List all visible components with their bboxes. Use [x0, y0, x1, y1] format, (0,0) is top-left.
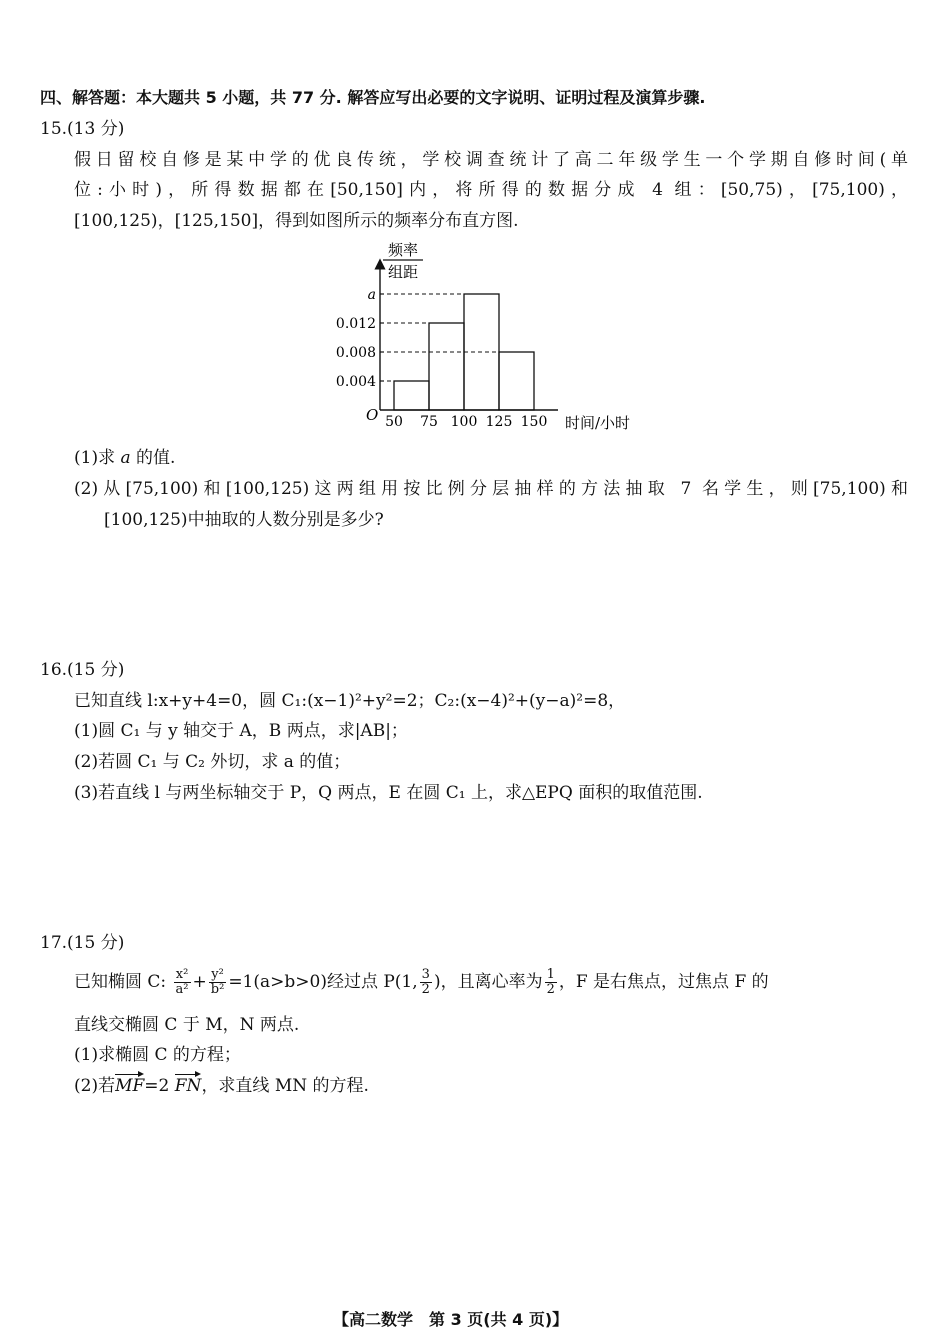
fraction-denominator: 2 — [546, 982, 555, 997]
q17-given-a: 已知椭圆 C: — [74, 972, 167, 992]
y-axis-label-denominator: 组距 — [387, 263, 419, 281]
plus-sign: + — [192, 972, 207, 992]
fraction-numerator: 3 — [421, 967, 430, 982]
q17-part2-prefix: (2)若 — [74, 1076, 116, 1096]
q15-number: 15.(13 分) — [40, 119, 125, 139]
q17-given — [74, 962, 769, 1002]
fraction-denominator: 2 — [421, 982, 430, 997]
q17-given-d: ，F 是右焦点，过焦点 F 的 — [558, 972, 769, 992]
y-tick-label: 0.004 — [335, 374, 376, 390]
q17-given-line2: 直线交椭圆 C 于 M，N 两点. — [74, 1015, 300, 1035]
x-tick-label: 125 — [485, 414, 513, 430]
q17-part2-mid: =2 — [144, 1076, 170, 1096]
fraction-denominator: b² — [210, 982, 225, 997]
q15-intro-line3: [100,125)，[125,150]，得到如图所示的频率分布直方图. — [74, 211, 519, 231]
vector-mf: MF — [115, 1076, 145, 1096]
x-over-a-fraction — [174, 968, 191, 997]
q15-intro-line1: 假日留校自修是某中学的优良传统，学校调查统计了高二年级学生一个学期自修时间(单 — [74, 150, 908, 170]
vector-fn: FN — [174, 1076, 202, 1096]
y-axis-label — [383, 241, 423, 281]
histogram-bar — [394, 381, 429, 410]
histogram-bar — [429, 323, 464, 410]
x-tick-label: 50 — [385, 414, 403, 430]
y-tick-label: 0.012 — [335, 316, 376, 332]
frequency-histogram — [320, 238, 660, 438]
page-footer: 【高二数学 第 3 页(共 4 页)】 — [333, 1310, 569, 1329]
q17-part2 — [74, 1074, 369, 1098]
q17-given-b: =1(a>b>0)经过点 P(1, — [228, 972, 418, 992]
q15-part1-prefix: (1)求 — [74, 448, 116, 468]
q15-part2-line2: [100,125)中抽取的人数分别是多少? — [104, 510, 384, 530]
q16-given: 已知直线 l:x+y+4=0，圆 C₁:(x−1)²+y²=2；C₂:(x−4)²+(y−a)²=8， — [74, 691, 626, 711]
q16-part2: (2)若圆 C₁ 与 C₂ 外切，求 a 的值； — [74, 752, 351, 772]
y-over-b-fraction — [209, 968, 227, 997]
origin-label: O — [366, 406, 379, 424]
fraction-numerator: y² — [209, 968, 227, 983]
x-tick-label: 100 — [450, 414, 478, 430]
one-half-fraction — [545, 968, 557, 997]
x-tick-label: 150 — [520, 414, 548, 430]
q16-part1: (1)圆 C₁ 与 y 轴交于 A，B 两点，求|AB|； — [74, 721, 408, 741]
y-tick-label: 0.008 — [335, 345, 376, 361]
q17-part2-suffix: ，求直线 MN 的方程. — [201, 1076, 369, 1096]
q15-part1-suffix: 的值. — [136, 448, 176, 468]
y-tick-label: a — [367, 287, 376, 303]
fraction-numerator: 1 — [546, 967, 555, 982]
three-halves-fraction — [420, 968, 432, 997]
fraction-denominator: a² — [175, 982, 189, 997]
histogram-bar — [499, 352, 534, 410]
x-axis-label: 时间/小时 — [565, 414, 631, 432]
q16-number: 16.(15 分) — [40, 660, 125, 680]
section-heading: 四、解答题：本大题共 5 小题，共 77 分. 解答应写出必要的文字说明、证明过程及演算步骤. — [40, 88, 706, 107]
fraction-numerator: x² — [174, 968, 191, 983]
q17-given-c: )，且离心率为 — [433, 972, 543, 992]
q15-part1-var: a — [120, 448, 131, 468]
q15-part2-line1: (2)从[75,100)和[100,125)这两组用按比例分层抽样的方法抽取 7 名学生，则[75,100)和 — [74, 479, 908, 499]
q15-intro-line2: 位:小时)，所得数据都在[50,150]内，将所得的数据分成 4 组：[50,75)，[75,100)， — [74, 180, 908, 200]
q15-part1 — [74, 446, 175, 470]
q16-part3: (3)若直线 l 与两坐标轴交于 P，Q 两点，E 在圆 C₁ 上，求△EPQ 面积的取值范围. — [74, 783, 703, 803]
q17-part1: (1)求椭圆 C 的方程； — [74, 1045, 241, 1065]
y-axis-label-numerator: 频率 — [387, 241, 419, 259]
q17-number: 17.(15 分) — [40, 933, 125, 953]
x-tick-label: 75 — [420, 414, 438, 430]
